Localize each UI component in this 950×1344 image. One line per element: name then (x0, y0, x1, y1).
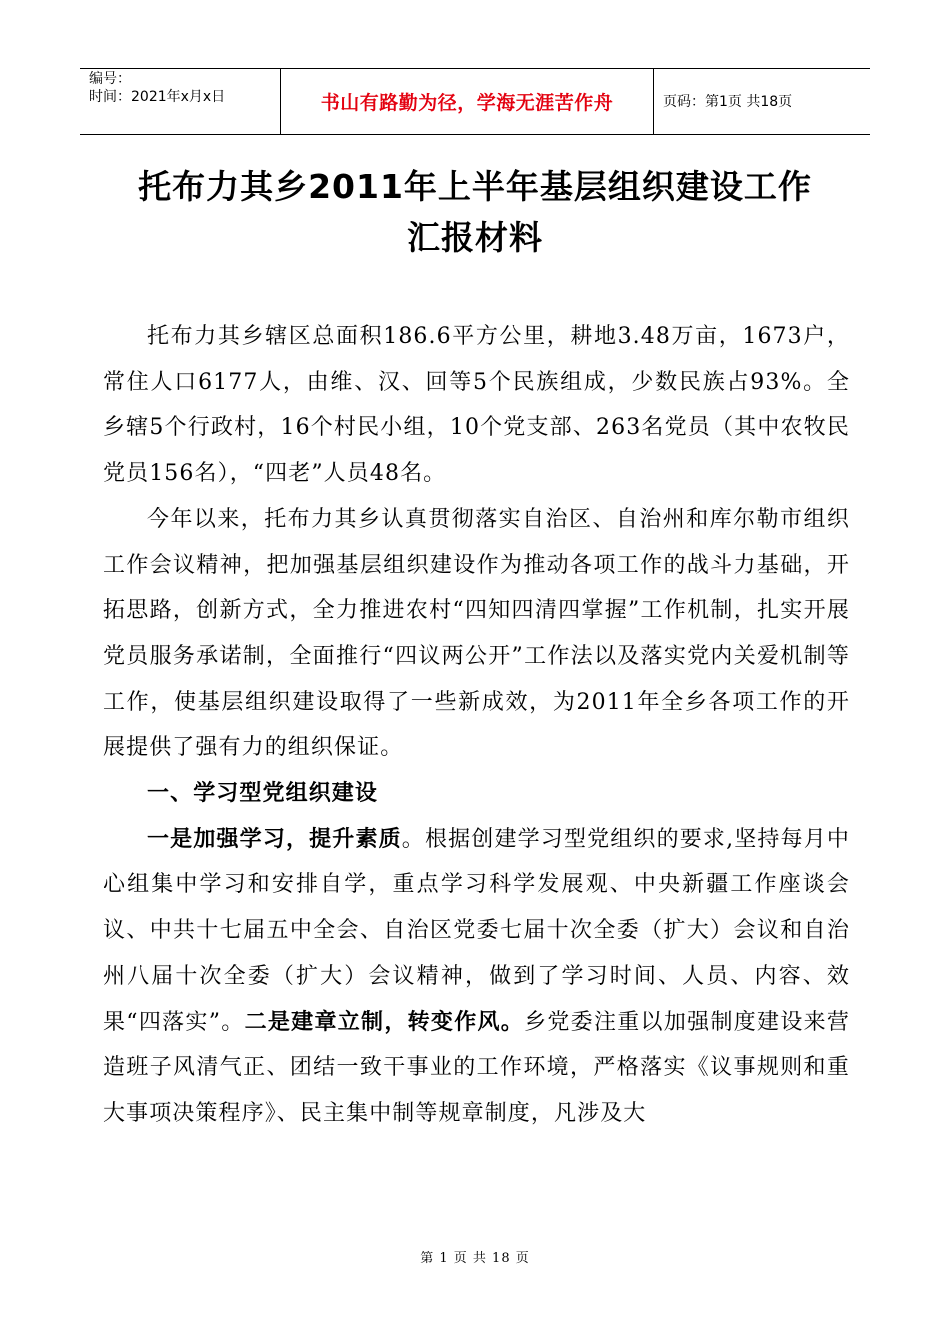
section-heading: 一、学习型党组织建设 (147, 781, 379, 807)
paragraph-summary: 今年以来，托布力其乡认真贯彻落实自治区、自治州和库尔勒市组织工作会议精神，把加强基层组织建设作为推动各项工作的战斗力基础，开拓思路，创新方式，全力推进农村“四知四清四掌握”工作机制，扎实开展党员服务承诺制，全面推行“四议两公开”工作法以及落实党内关爱机制等工作，使基层组织建设取得了一些新成效，为2011年全乡各项工作的开展提供了强有力的组织保证。 (103, 506, 850, 761)
lead-phrase: 一是加强学习，提升素质 (147, 825, 402, 852)
header-page-info: 页码：第1页 共18页 (663, 94, 793, 110)
document-number-label: 编号： (89, 71, 131, 87)
header-divider (653, 68, 654, 134)
title-line-1: 托布力其乡2011年上半年基层组织建设工作 (138, 167, 812, 206)
title-line-2: 汇报材料 (407, 218, 543, 257)
document-title (60, 161, 890, 263)
lead-phrase: 二是建章立制，转变作风。 (244, 1008, 525, 1035)
paragraph-overview: 托布力其乡辖区总面积186.6平方公里，耕地3.48万亩，1673户，常住人口6177人，由维、汉、回等5个民族组成，少数民族占93%。全乡辖5个行政村，16个村民小组，10个党支部、263名党员（其中农牧民党员156名），“四老”人员48名。 (103, 324, 850, 487)
paragraph-text: 乡党委注重以加强制度建设来营造班子风清气正、团结一致干事业的工作环境，严格落实《议事规则和重大事项决策程序》、民主集中制等规章制度，凡涉及大 (103, 1009, 851, 1126)
document-date: 时间：2021年x月x日 (89, 89, 226, 105)
header-bottom-rule (80, 134, 870, 135)
paragraph-text: 。根据创建学习型党组织的要求,坚持每月中心组集中学习和安排自学，重点学习科学发展观、中央新疆工作座谈会议、中共十七届五中全会、自治区党委七届十次全委（扩大）会议和自治州八届十次全委（扩大）会议精神，做到了学习时间、人员、内容、效果“四落实”。 (103, 826, 850, 1035)
header-motto: 书山有路勤为径，学海无涯苦作舟 (320, 91, 614, 114)
paragraph-learning (103, 817, 850, 1137)
document-body (103, 314, 850, 1137)
header-meta (89, 70, 277, 106)
page-footer: 第 1 页 共 18 页 (420, 1251, 530, 1266)
